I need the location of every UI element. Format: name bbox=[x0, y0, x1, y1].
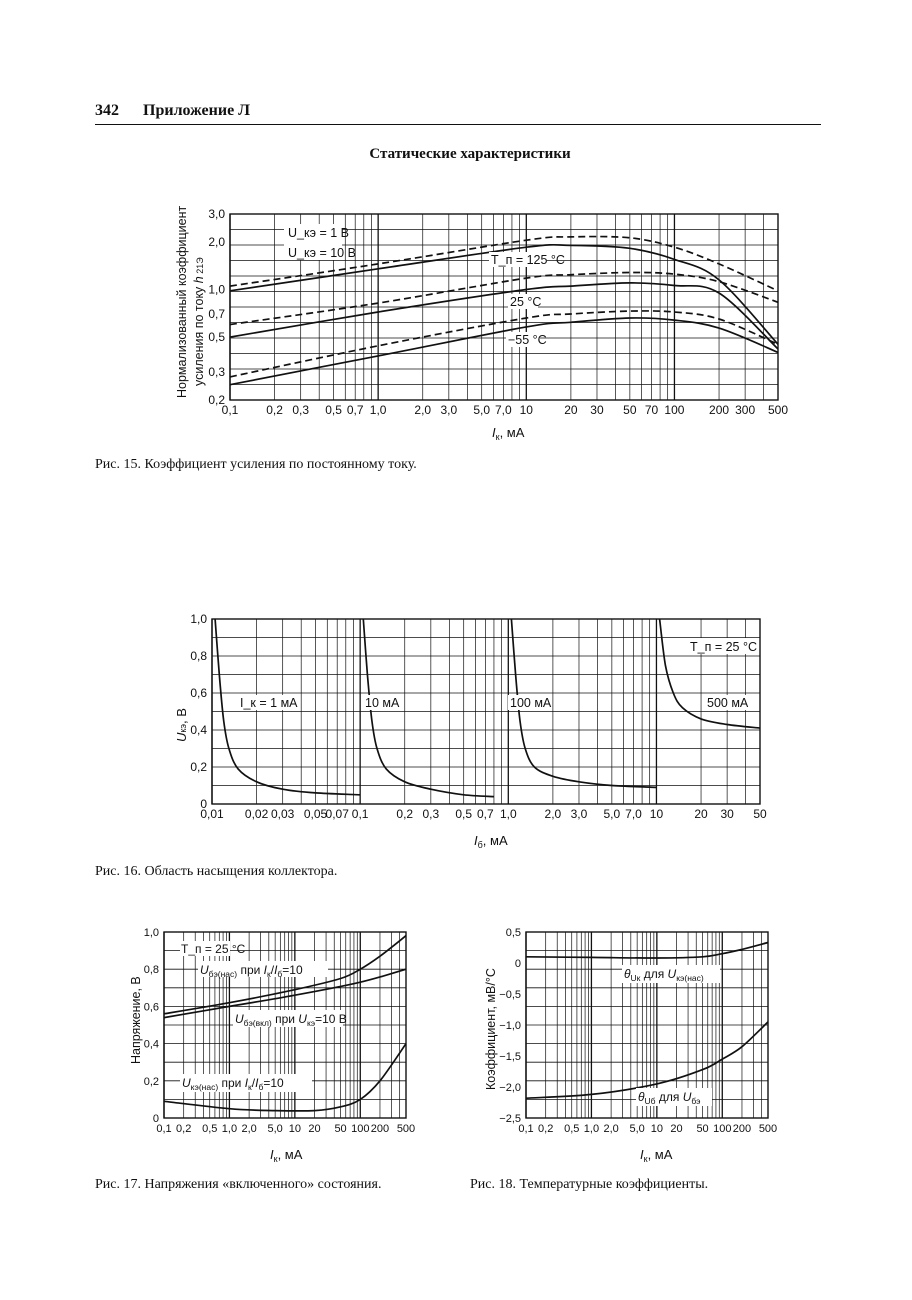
fig16-series-1ma: I_к = 1 мА bbox=[240, 696, 298, 710]
x-tick-label: 0,3 bbox=[422, 807, 440, 821]
fig15-ylabel-line1: Нормализованный коэффициент bbox=[175, 205, 189, 398]
x-tick-label: 5,0 bbox=[473, 403, 491, 417]
y-tick-label: 0,3 bbox=[208, 365, 225, 380]
fig17-series-uce-sat: $U_{кэ(нас)}$ при $I_к/I_б=10$ bbox=[182, 1076, 284, 1092]
fig17-series-ube-sat: $U_{бэ(нас)}$ при $I_к/I_б=10$ bbox=[200, 963, 303, 979]
fig15-series-line bbox=[230, 318, 778, 385]
x-tick-label: 0,5 bbox=[564, 1123, 580, 1135]
fig15-caption: Рис. 15. Коэффициент усиления по постоянному току. bbox=[95, 457, 417, 472]
y-tick-label: 0 bbox=[200, 797, 207, 811]
fig16-ylabel: Uкэ, В bbox=[174, 708, 189, 742]
x-tick-label: 0,5 bbox=[325, 403, 342, 417]
y-tick-label: 3,0 bbox=[208, 207, 225, 221]
x-tick-label: 0,2 bbox=[396, 807, 414, 821]
x-tick-label: 10 bbox=[288, 1123, 301, 1135]
fig15-series-line bbox=[230, 272, 778, 324]
y-tick-label: 0,7 bbox=[208, 306, 225, 321]
x-tick-label: 5,0 bbox=[267, 1123, 283, 1135]
x-tick-label: 30 bbox=[720, 807, 734, 821]
fig15-annotation-125: T_п = 125 °С bbox=[491, 253, 565, 267]
x-tick-label: 20 bbox=[308, 1123, 321, 1135]
x-tick-label: 0,1 bbox=[221, 403, 239, 417]
y-tick-label: 0,2 bbox=[190, 760, 207, 774]
x-tick-label: 200 bbox=[709, 403, 730, 417]
y-tick-label: 0,2 bbox=[208, 393, 225, 407]
y-tick-label: 0,5 bbox=[505, 927, 521, 939]
fig16-grid bbox=[212, 619, 760, 804]
x-tick-label: 7,0 bbox=[495, 403, 512, 417]
x-tick-label: 50 bbox=[753, 807, 767, 821]
x-tick-label: 3,0 bbox=[440, 403, 458, 417]
fig15-annotation-25: 25 °С bbox=[510, 295, 542, 309]
fig18-chart bbox=[484, 927, 777, 1164]
y-tick-label: −2,0 bbox=[499, 1082, 521, 1094]
fig17-annotation: T_п = 25 °С bbox=[181, 942, 246, 956]
x-tick-label: 7,0 bbox=[625, 807, 642, 821]
x-tick-label: 0,01 bbox=[200, 807, 224, 821]
x-tick-label: 0,1 bbox=[156, 1123, 172, 1135]
x-tick-label: 10 bbox=[650, 1123, 663, 1135]
y-tick-label: 0,6 bbox=[143, 1001, 159, 1014]
fig16-xlabel: $I_б$, мА bbox=[474, 833, 508, 850]
x-tick-label: 3,0 bbox=[570, 807, 588, 821]
x-tick-label: 1,0 bbox=[369, 403, 387, 417]
y-tick-label: 0,2 bbox=[143, 1075, 159, 1088]
x-tick-label: 500 bbox=[396, 1123, 416, 1135]
x-tick-label: 200 bbox=[732, 1123, 752, 1135]
fig15-ylabel-line2: усиления по току h 21Э bbox=[192, 257, 206, 386]
fig17-ylabel: Напряжение, В bbox=[129, 976, 143, 1064]
x-tick-label: 1,0 bbox=[583, 1123, 600, 1135]
y-tick-label: −0,5 bbox=[499, 989, 521, 1001]
fig18-caption: Рис. 18. Температурные коэффициенты. bbox=[470, 1177, 709, 1192]
x-tick-label: 200 bbox=[370, 1123, 390, 1135]
y-tick-label: 2,0 bbox=[208, 234, 225, 249]
y-tick-label: 1,0 bbox=[190, 612, 207, 626]
x-tick-label: 5,0 bbox=[603, 807, 621, 821]
y-tick-label: 0 bbox=[152, 1113, 159, 1125]
y-tick-label: 0,8 bbox=[190, 649, 207, 663]
y-tick-label: −1,0 bbox=[499, 1020, 521, 1032]
fig16-series-10ma: 10 мА bbox=[365, 696, 400, 710]
fig16-caption: Рис. 16. Область насыщения коллектора. bbox=[95, 864, 338, 879]
x-tick-label: 0,07 bbox=[325, 807, 349, 821]
fig18-series-theta-uk: $\theta_{Uк}$ для $U_{кэ(нас)}$ bbox=[624, 967, 704, 983]
y-tick-label: 0,6 bbox=[190, 686, 207, 700]
page-number: 342 bbox=[95, 102, 119, 119]
x-tick-label: 50 bbox=[696, 1123, 709, 1135]
section-title: Статические характеристики bbox=[369, 146, 571, 162]
y-tick-label: 0 bbox=[514, 958, 521, 970]
x-tick-label: 100 bbox=[664, 403, 685, 417]
x-tick-label: 500 bbox=[758, 1123, 778, 1135]
x-tick-label: 0,7 bbox=[477, 807, 494, 821]
x-tick-label: 5,0 bbox=[629, 1123, 645, 1135]
fig15-series-line bbox=[230, 311, 778, 377]
fig15-legend-10v: U_кэ = 10 В bbox=[288, 246, 356, 260]
x-tick-label: 0,05 bbox=[303, 807, 328, 821]
x-tick-label: 0,02 bbox=[244, 807, 269, 821]
fig15-annotation-m55: −55 °С bbox=[508, 333, 547, 347]
x-tick-label: 0,3 bbox=[292, 403, 310, 417]
x-tick-label: 50 bbox=[334, 1123, 347, 1135]
x-tick-label: 1,0 bbox=[499, 807, 517, 821]
header-title: Приложение Л bbox=[143, 102, 251, 119]
x-tick-label: 100 bbox=[351, 1123, 370, 1135]
x-tick-label: 2,0 bbox=[603, 1123, 619, 1135]
fig15-legend-1v: U_кэ = 1 В bbox=[288, 226, 349, 240]
x-tick-label: 500 bbox=[767, 403, 789, 417]
x-tick-label: 2,0 bbox=[241, 1123, 257, 1135]
x-tick-label: 0,2 bbox=[176, 1123, 192, 1135]
y-tick-label: 0,5 bbox=[208, 330, 225, 345]
x-tick-label: 10 bbox=[519, 403, 533, 417]
x-tick-label: 10 bbox=[649, 807, 664, 821]
x-tick-label: 300 bbox=[735, 403, 756, 417]
x-tick-label: 100 bbox=[713, 1123, 732, 1135]
fig15-chart bbox=[175, 206, 788, 442]
fig15-series-line bbox=[230, 283, 778, 349]
fig17-chart bbox=[129, 927, 415, 1164]
x-tick-label: 0,03 bbox=[271, 807, 295, 821]
x-tick-label: 0,1 bbox=[351, 807, 369, 821]
x-tick-label: 30 bbox=[590, 403, 604, 417]
x-tick-label: 20 bbox=[694, 807, 708, 821]
x-tick-label: 50 bbox=[623, 403, 637, 417]
y-tick-label: −1,5 bbox=[499, 1051, 521, 1063]
y-tick-label: 1,0 bbox=[208, 282, 225, 297]
fig17-series-ube-on: $U_{бэ(вкл)}$ при $U_{кэ}=10$ В bbox=[235, 1012, 347, 1028]
x-tick-label: 2,0 bbox=[544, 807, 562, 821]
fig15-xlabel: $I_к$, мА bbox=[492, 425, 525, 442]
x-tick-label: 1,0 bbox=[221, 1123, 238, 1135]
y-tick-label: −2,5 bbox=[499, 1113, 521, 1125]
fig16-series-100ma: 100 мА bbox=[510, 696, 552, 710]
y-tick-label: 0,4 bbox=[143, 1038, 159, 1051]
fig17-xlabel: $I_к$, мА bbox=[270, 1147, 303, 1164]
x-tick-label: 0,5 bbox=[202, 1123, 218, 1135]
x-tick-label: 0,7 bbox=[346, 403, 364, 417]
x-tick-label: 0,2 bbox=[266, 403, 283, 417]
y-tick-label: 0,8 bbox=[143, 964, 159, 977]
fig18-series-theta-ub: $\theta_{Uб}$ для $U_{бэ}$ bbox=[638, 1090, 701, 1106]
x-tick-label: 0,1 bbox=[518, 1123, 534, 1135]
fig16-series-500ma: 500 мА bbox=[707, 696, 749, 710]
x-tick-label: 0,5 bbox=[455, 807, 473, 821]
y-tick-label: 0,4 bbox=[190, 723, 207, 737]
fig18-xlabel: $I_к$, мА bbox=[640, 1147, 673, 1164]
fig18-ylabel: Коэффициент, мВ/°С bbox=[484, 968, 498, 1090]
x-tick-label: 2,0 bbox=[414, 403, 432, 417]
fig16-tick-labels bbox=[190, 612, 767, 821]
x-tick-label: 20 bbox=[564, 403, 578, 417]
fig16-chart bbox=[174, 612, 767, 850]
fig16-annotation: T_п = 25 °С bbox=[690, 640, 758, 654]
y-tick-label: 1,0 bbox=[143, 927, 159, 939]
x-tick-label: 70 bbox=[644, 403, 659, 417]
x-tick-label: 0,2 bbox=[538, 1123, 554, 1135]
x-tick-label: 20 bbox=[670, 1123, 683, 1135]
fig17-caption: Рис. 17. Напряжения «включенного» состояния. bbox=[95, 1177, 382, 1192]
